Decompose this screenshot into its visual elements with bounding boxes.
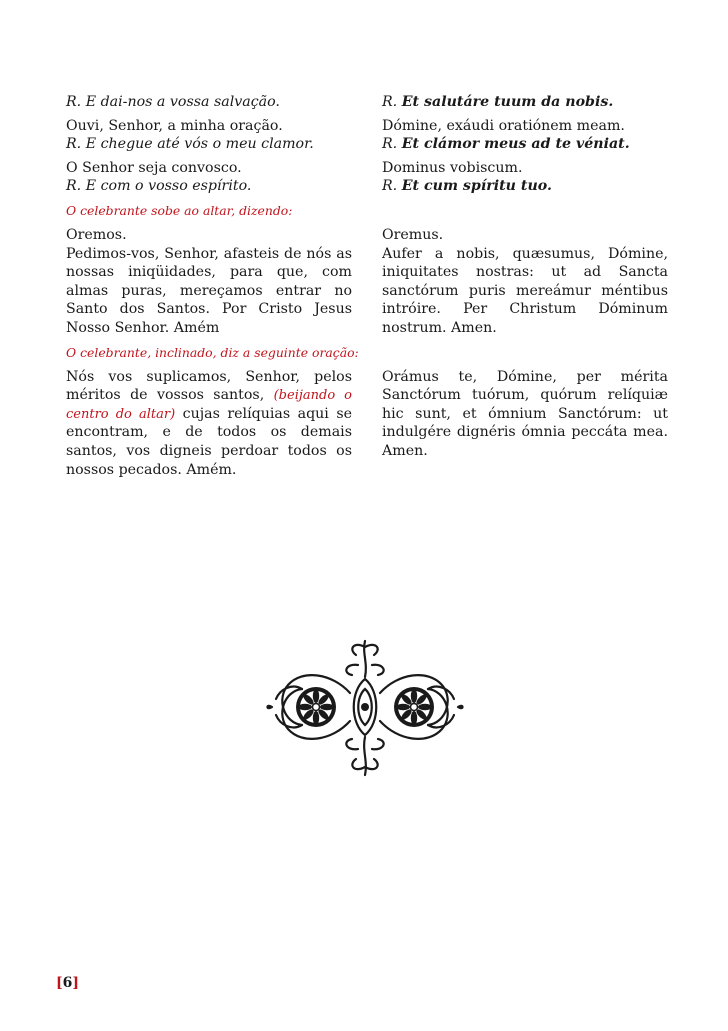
text-row xyxy=(66,368,668,480)
page-number: [6] xyxy=(56,975,79,991)
latin-column xyxy=(382,226,668,338)
portuguese-column xyxy=(66,226,352,338)
latin-column xyxy=(382,159,668,196)
response-line: R. Et clámor meus ad te véniat. xyxy=(382,136,630,153)
portuguese-column xyxy=(66,159,352,196)
portuguese-column xyxy=(66,117,352,154)
versicle-line: O Senhor seja convosco. xyxy=(66,159,242,176)
versicle-line: Dominus vobiscum. xyxy=(382,159,523,176)
versicle-line: Oremos. xyxy=(66,226,127,243)
response-line: R. E com o vosso espírito. xyxy=(66,178,252,195)
response-line: R. Et salutáre tuum da nobis. xyxy=(382,94,614,110)
versicle-line: Dómine, exáudi oratiónem meam. xyxy=(382,117,625,134)
latin-column xyxy=(382,368,668,480)
floral-ornament-icon xyxy=(262,633,468,781)
latin-column xyxy=(382,93,668,112)
response-line: R. E dai-nos a vossa salvação. xyxy=(66,94,280,110)
prayer-paragraph: Nós vos suplicamos, Senhor, pelos méritos de vossos santos, (beijando o centro do altar) cujas relíquias aqui se encontram, e de todos os demais santos, vos digneis perdoar todos os nossos pecados. Amém. xyxy=(66,368,353,478)
text-row xyxy=(66,93,668,112)
prayer-paragraph: Orámus te, Dómine, per mérita Sanctórum tuórum, quórum relíquiæ hic sunt, et ómnium Sanctórum: ut indulgére dignéris ómnia peccáta mea. Amen. xyxy=(382,368,668,459)
response-line: R. E chegue até vós o meu clamor. xyxy=(66,136,314,153)
portuguese-column xyxy=(66,93,352,112)
rubric-row xyxy=(66,342,668,361)
portuguese-column xyxy=(66,368,352,480)
text-row xyxy=(66,226,668,338)
versicle-line: Oremus. xyxy=(382,226,444,243)
text-row xyxy=(66,159,668,196)
bilingual-text-columns xyxy=(66,93,668,484)
text-row xyxy=(66,117,668,154)
rubric-instruction: O celebrante sobe ao altar, dizendo: xyxy=(66,202,293,218)
prayer-paragraph: Pedimos-vos, Senhor, afasteis de nós as nossas iniqüidades, para que, com almas puras, mereçamos entrar no Santo dos Santos. Por Cristo Jesus Nosso Senhor. Amém xyxy=(66,245,352,336)
rubric-instruction: O celebrante, inclinado, diz a seguinte oração: xyxy=(66,344,359,360)
latin-column xyxy=(382,117,668,154)
inline-rubric: (beijando o centro do altar) xyxy=(66,388,352,422)
versicle-line: Ouvi, Senhor, a minha oração. xyxy=(66,117,283,134)
rubric-row xyxy=(66,200,668,219)
response-line: R. Et cum spíritu tuo. xyxy=(382,178,552,195)
prayer-paragraph: Aufer a nobis, quæsumus, Dómine, iniquitates nostras: ut ad Sancta sanctórum puris mereámur méntibus intróire. Per Christum Dóminum nostrum. Amen. xyxy=(382,245,668,336)
